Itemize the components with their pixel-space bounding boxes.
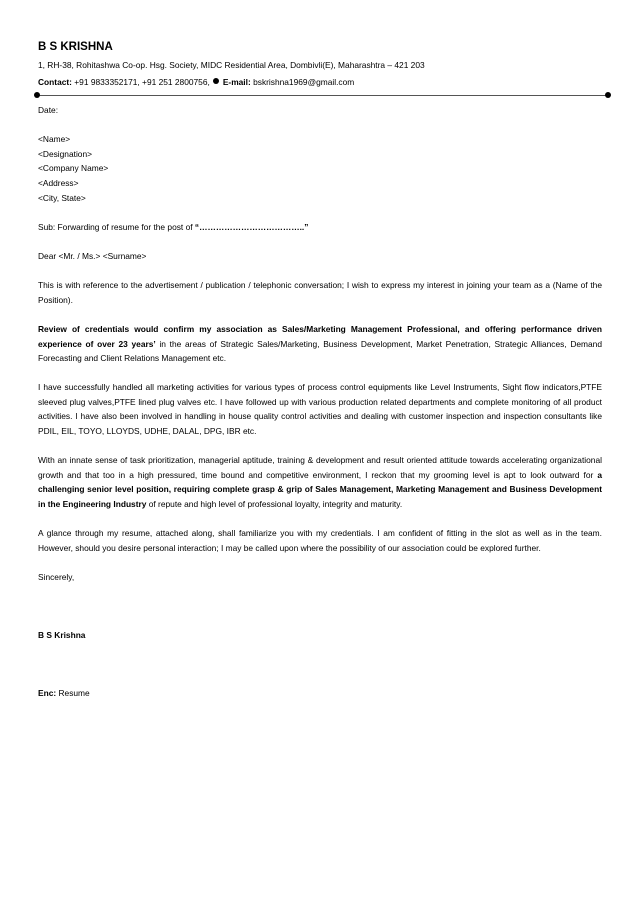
sender-contact-line bbox=[38, 77, 354, 87]
paragraph-credentials bbox=[38, 322, 602, 366]
subject-prefix: Sub: Forwarding of resume for the post of bbox=[38, 221, 195, 232]
enclosure-line bbox=[38, 686, 602, 701]
bullet-icon bbox=[213, 78, 219, 84]
salutation: Dear <Mr. / Ms.> <Surname> bbox=[38, 250, 147, 261]
signature-name: B S Krishna bbox=[38, 630, 86, 641]
letter-body bbox=[38, 103, 602, 716]
paragraph-objective bbox=[38, 453, 602, 511]
sender-address: 1, RH-38, Rohitashwa Co-op. Hsg. Society, MIDC Residential Area, Dombivli(E), Maharashtra – 421 203 bbox=[38, 60, 425, 70]
email-label: E-mail: bbox=[222, 77, 251, 87]
contact-email: bskrishna1969@gmail.com bbox=[250, 77, 355, 87]
signature bbox=[38, 628, 602, 643]
enclosure-label: Enc: bbox=[38, 688, 57, 699]
sender-name: B S KRISHNA bbox=[38, 41, 113, 53]
subject-line bbox=[38, 220, 602, 235]
objective-start: With an innate sense of task prioritization, managerial aptitude, training & development and result oriented attitude towards accelerating organizational growth and that too in a high pressured, time bound and competitive environment, I reckon that my grooming level is apt to look outward for bbox=[38, 455, 602, 480]
recipient-designation: <Designation> bbox=[38, 148, 93, 159]
date-line: Date: bbox=[38, 105, 59, 115]
paragraph-closing: A glance through my resume, attached along, shall familiarize you with my credentials. I am confident of fitting in the slot as well as in the team. However, should you desire personal interaction; I may be called upon where the possibility of our association could be explored further. bbox=[38, 528, 602, 553]
recipient-address: <Address> bbox=[38, 177, 79, 188]
enclosure-value: Resume bbox=[56, 688, 90, 699]
divider-right-dot-icon bbox=[605, 92, 611, 98]
contact-phone: +91 9833352171, +91 251 2800756, bbox=[71, 77, 210, 87]
header-divider bbox=[35, 95, 608, 96]
recipient-name: <Name> bbox=[38, 134, 71, 145]
objective-end: of repute and high level of professional loyalty, integrity and maturity. bbox=[146, 499, 403, 510]
subject-blank: “………………………………..” bbox=[194, 221, 309, 232]
paragraph-intro: This is with reference to the advertisement / publication / telephonic conversation; I wish to express my interest in joining your team as a (Name of the Position). bbox=[38, 280, 602, 305]
credentials-rest: in the areas of Strategic Sales/Marketing, Business Development, Market Penetration, Strategic Alliances, Demand Forecasting and Client Relations Management etc. bbox=[38, 338, 602, 364]
objective-bold: a challenging senior level position, requiring complete grasp & grip of Sales Management, Marketing Management and Business Development in the Engineering Industry bbox=[38, 469, 602, 510]
credentials-bold: Review of credentials would confirm my association as Sales/Marketing Management Professional, and offering performance driven experience of over 23 years’ bbox=[38, 323, 602, 349]
closing: Sincerely, bbox=[38, 572, 75, 582]
recipient-city: <City, State> bbox=[38, 192, 86, 203]
contact-label: Contact: bbox=[38, 77, 72, 87]
paragraph-experience: I have successfully handled all marketing activities for various types of process control equipments like Level Instruments, Sight flow indicators,PTFE sleeved plug valves,PTFE lined plug valves etc. I have followed up with various production related departments and complete monitoring of all product activities. I have also been involved in handling in house quality control activities and dealing with customer inspection and inspection consultants like PDIL, EIL, TOYO, LLOYDS, UDHE, DALAL, DPG, IBR etc. bbox=[38, 382, 602, 437]
recipient-company: <Company Name> bbox=[38, 163, 109, 174]
divider-left-dot-icon bbox=[34, 92, 40, 98]
